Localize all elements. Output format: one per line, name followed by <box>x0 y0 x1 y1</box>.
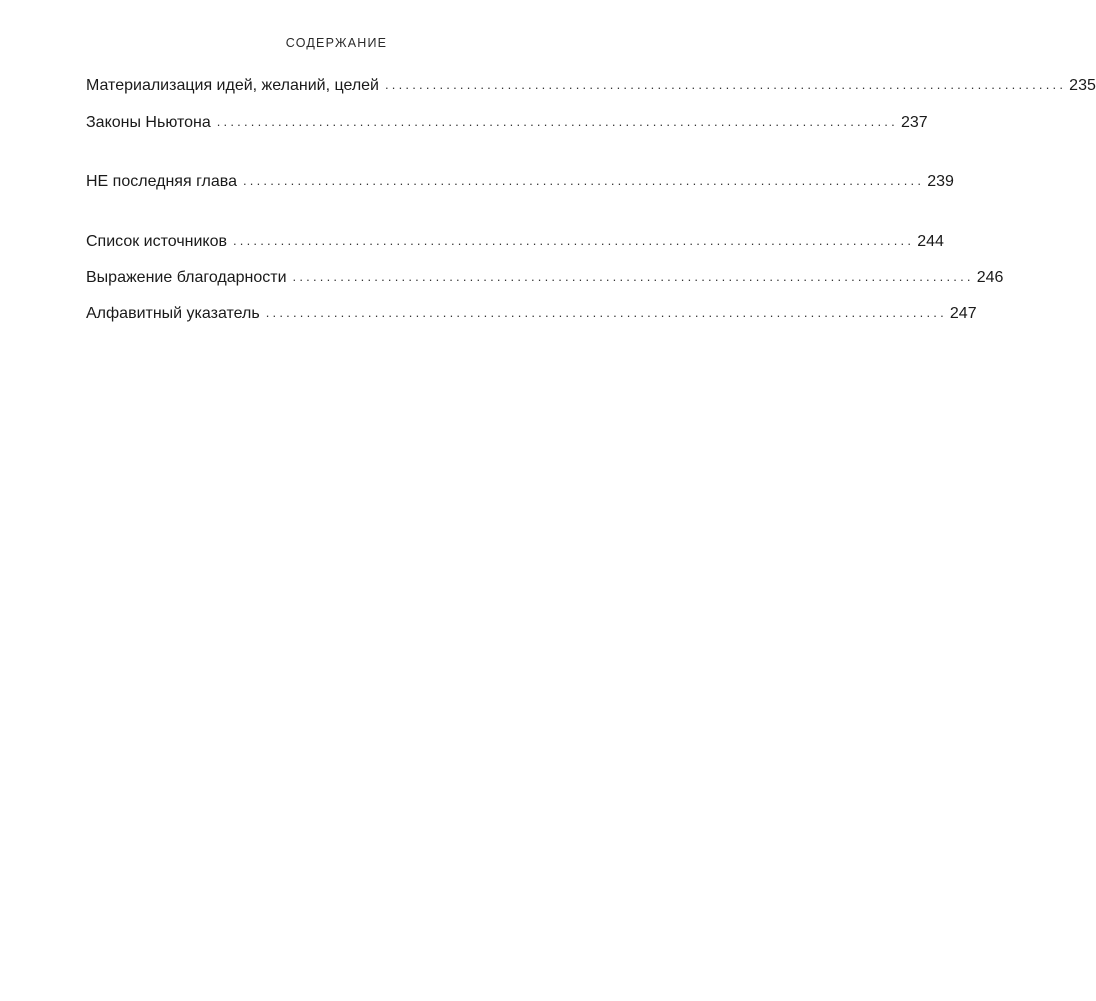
toc-entry-title: Законы Ньютона <box>86 114 211 131</box>
page-header: СОДЕРЖАНИЕ <box>285 36 388 50</box>
toc-entry-page: 237 <box>900 114 928 131</box>
toc-entry <box>86 112 928 134</box>
toc-entry-page: 235 <box>1069 77 1096 94</box>
toc-entry <box>86 267 1004 289</box>
dot-leader: .................................................................................................... <box>216 114 898 129</box>
dot-leader: .................................................................................................... <box>243 173 925 188</box>
dot-leader: .................................................................................................... <box>233 233 915 248</box>
toc-entry-title: Материализация идей, желаний, целей <box>86 77 379 94</box>
toc-entry-title: Выражение благодарности <box>86 269 287 286</box>
toc-entry-title: Список источников <box>86 233 227 250</box>
toc-entry <box>86 171 954 193</box>
toc-entry-page: 239 <box>927 173 954 190</box>
toc-entry-title: Алфавитный указатель <box>86 305 260 322</box>
dot-leader: .................................................................................................... <box>265 305 947 320</box>
dot-leader: .................................................................................................... <box>292 269 974 284</box>
dot-leader: .................................................................................................... <box>384 77 1067 92</box>
toc-entry-page: 244 <box>917 233 944 250</box>
toc-entry-page: 247 <box>949 305 977 322</box>
toc-entry <box>86 75 1096 97</box>
toc-entry-page: 246 <box>976 269 1004 286</box>
toc-entry-title: НЕ последняя глава <box>86 173 237 190</box>
toc-entry <box>86 231 944 253</box>
toc-entry <box>86 303 977 325</box>
